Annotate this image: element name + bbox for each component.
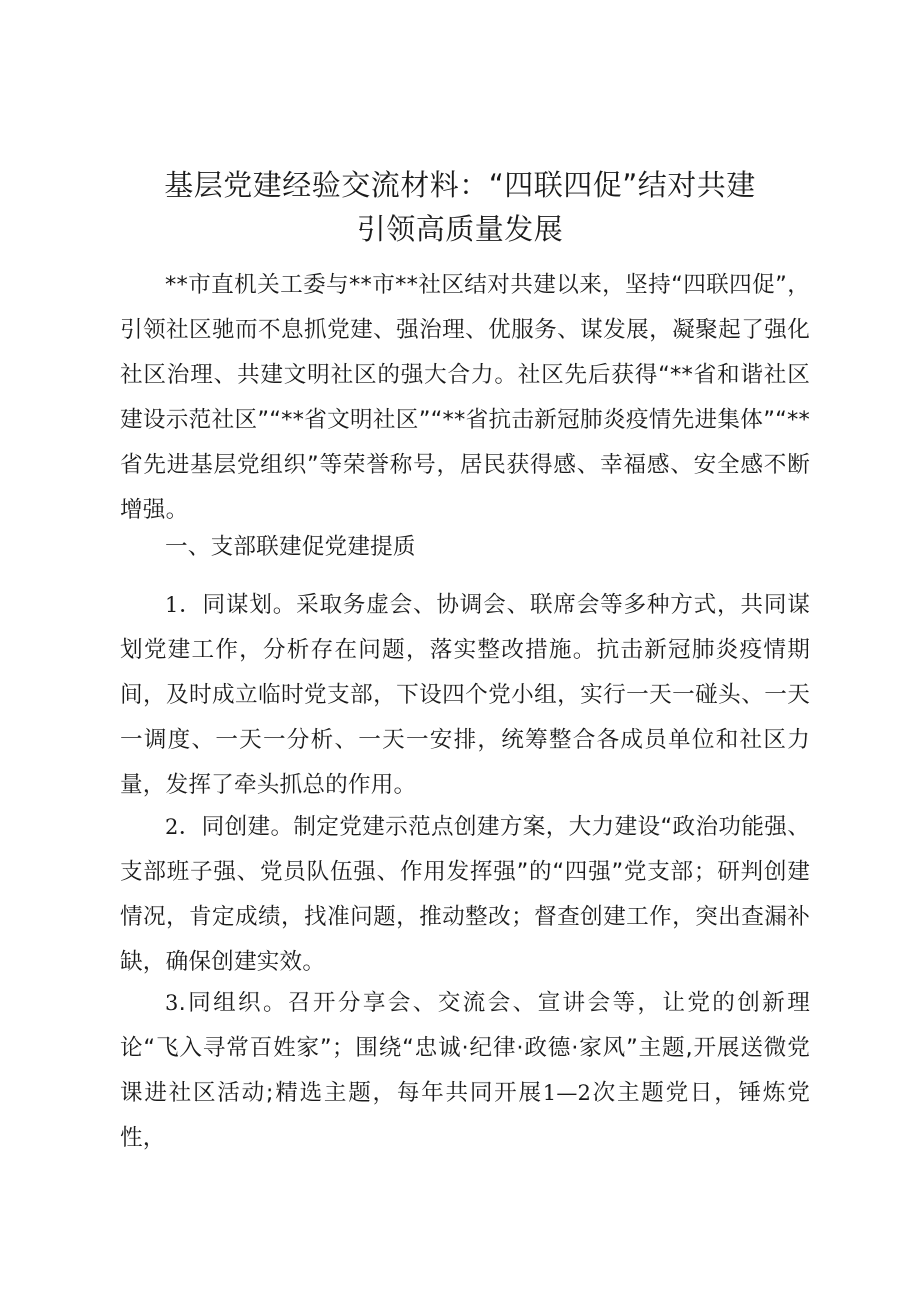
- item3-tail: 次主题党日，锤炼党性，: [120, 1080, 810, 1151]
- intro-paragraph: **市直机关工委与**市**社区结对共建以来，坚持“四联四促”，引领社区驰而不息抓党建、强治理、优服务、谋发展，凝聚起了强化社区治理、共建文明社区的强大合力。社区先后获得“**省和谐社区建设示范社区”“**省文明社区”“**省抗击新冠肺炎疫情先进集体”“**省先进基层党组织”等荣誉称号，居民获得感、幸福感、安全感不断增强。: [120, 272, 810, 523]
- item3-paragraph: [120, 981, 810, 1161]
- item2-number: 2: [165, 815, 179, 839]
- section1-heading: 一、支部联建促党建提质: [165, 534, 416, 560]
- item3-range: 1—2: [542, 1081, 592, 1105]
- item2-text: ．同创建。制定党建示范点创建方案，大力建设“政治功能强、支部班子强、党员队伍强、作用发挥强”的“四强”党支部；研判创建情况，肯定成绩，找准问题，推动整改；督查创建工作，突出查漏补缺，确保创建实效。: [120, 814, 810, 975]
- item3-text: .同组织。召开分享会、交流会、宣讲会等，让党的创新理论“飞入寻常百姓家”；围绕“忠诚·纪律·政德·家风”主题,开展送微党课进社区活动;精选主题，每年共同开展: [120, 990, 810, 1106]
- item1-text: ．同谋划。采取务虚会、协调会、联席会等多种方式，共同谋划党建工作，分析存在问题，落实整改措施。抗击新冠肺炎疫情期间，及时成立临时党支部，下设四个党小组，实行一天一碰头、一天一调度、一天一分析、一天一安排，统筹整合各成员单位和社区力量，发挥了牵头抓总的作用。: [120, 592, 810, 798]
- item1-number: 1: [165, 593, 179, 617]
- item3-number: 3: [165, 991, 179, 1015]
- item1-paragraph: [120, 583, 810, 808]
- document-title-line1: 基层党建经验交流材料：“四联四促”结对共建: [164, 168, 756, 202]
- item2-paragraph: [120, 805, 810, 985]
- document-title-line2: 引领高质量发展: [356, 212, 564, 246]
